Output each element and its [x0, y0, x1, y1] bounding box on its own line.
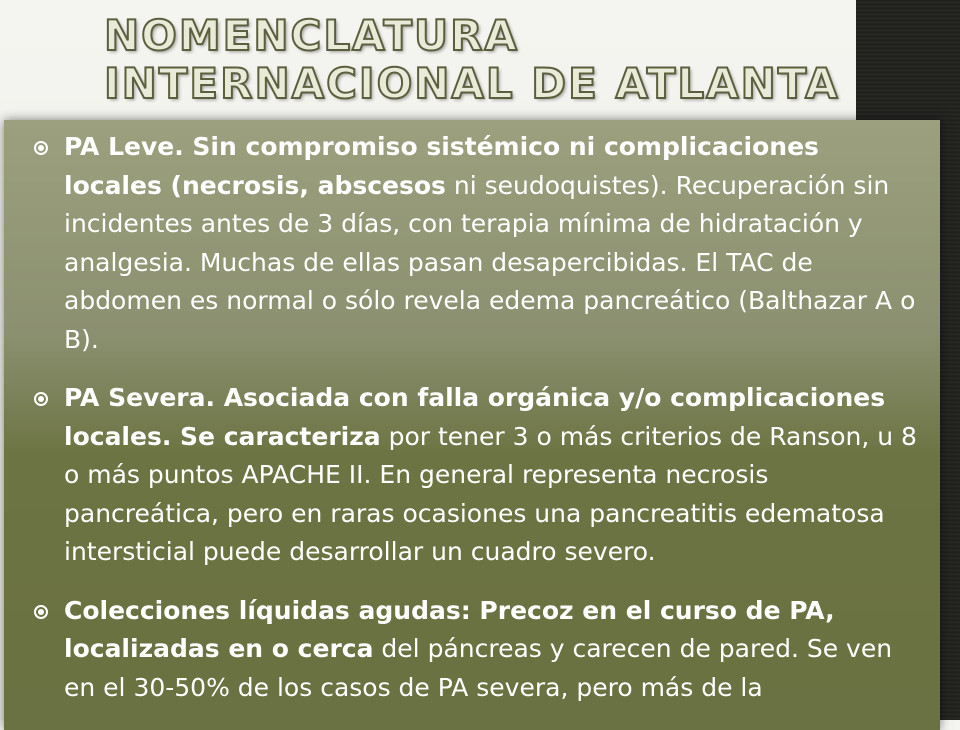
slide-title: NOMENCLATURA INTERNACIONAL DE ATLANTA	[104, 11, 840, 108]
circle-bullet-icon	[34, 605, 48, 619]
bullet-bold-text: PA Leve. Sin compromiso sistémico ni complicaciones locales (necrosis, abscesos	[64, 132, 819, 200]
bullet-text: del páncreas y carecen de pared. Se ven en el 30-50% de los casos de PA severa, pero más de la	[64, 634, 893, 702]
bullet-bold-text: Colecciones líquidas agudas: Precoz en el curso de PA, localizadas en o cerca	[64, 595, 835, 663]
bullet-text: por tener 3 o más criterios de Ranson, u 8 o más puntos APACHE II. En general representa necrosis pancreática, pero en raras ocasiones una pancreatitis edematosa intersticial puede desarrollar un cuadro severo.	[64, 421, 917, 566]
bullet-list	[34, 128, 920, 707]
bullet-pa-leve	[34, 128, 920, 359]
bullet-colecciones-liquidas	[34, 592, 920, 708]
circle-bullet-icon	[34, 392, 48, 406]
bullet-bold-text: PA Severa. Asociada con falla orgánica y/o complicaciones locales. Se caracteriza	[64, 383, 886, 451]
bullet-text: ni seudoquistes). Recuperación sin incidentes antes de 3 días, con terapia mínima de hidratación y analgesia. Muchas de ellas pasan desapercibidas. El TAC de abdomen es normal o sólo revela edema pancreático (Balthazar A o B).	[64, 170, 916, 354]
content-box	[4, 120, 940, 730]
circle-bullet-icon	[34, 141, 48, 155]
bullet-pa-severa	[34, 379, 920, 572]
